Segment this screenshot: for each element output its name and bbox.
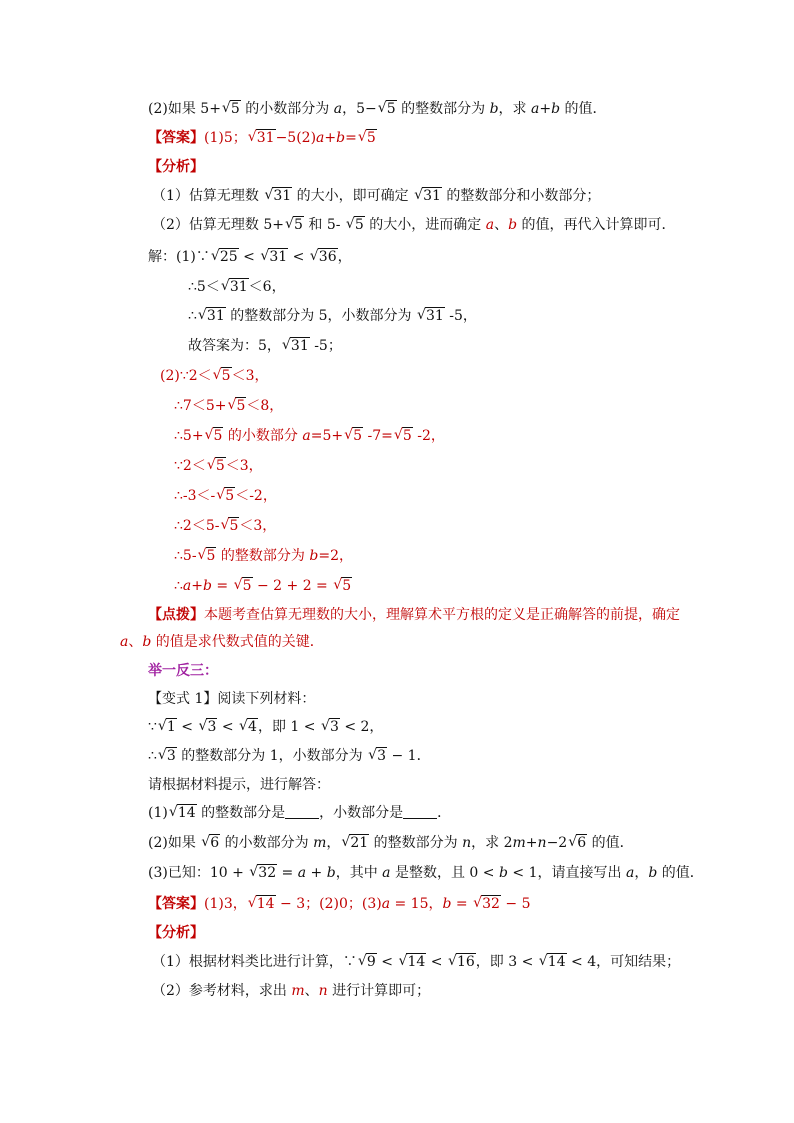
text: 本题考查估算无理数的大小，理解算术平方根的定义是正确解答的前提，确定 <box>204 607 680 623</box>
analysis2-line-2: （2）参考材料，求出 m、n 进行计算即可； <box>152 983 431 999</box>
sqrt-5: √ 5 <box>358 128 377 148</box>
sqrt-31: √ 31 <box>264 186 292 206</box>
solution-step-10: ∴2＜5-√ 5＜3， <box>174 516 276 536</box>
answer-tag: 【答案】 <box>148 130 204 146</box>
text: ，5− <box>342 101 377 117</box>
analysis-tag-2: 【分析】 <box>148 925 204 941</box>
var-a: a <box>333 101 343 117</box>
analysis2-line-1: （1）根据材料类比进行计算，∵√ 9 < √ 14 < √ 16，即 3 < √ 14 < 4，可知结果； <box>152 952 680 972</box>
variant-title: 【变式 1】阅读下列材料： <box>148 691 316 707</box>
question-2-line <box>148 99 607 119</box>
solution-step-9: ∴-3＜-√ 5＜-2， <box>174 486 277 506</box>
solution-step-5: (2)∵2＜√ 5＜3， <box>160 366 269 386</box>
variant-question-1: (1)√ 14 的整数部分是 ，小数部分是 ． <box>148 803 451 823</box>
var-expr: a+b= <box>316 130 357 146</box>
var-a-plus-b: a+b <box>531 101 561 117</box>
text: −5(2) <box>275 130 317 146</box>
sqrt-31: √ 31 <box>248 128 276 148</box>
text: (2)如果 5+ <box>148 101 221 117</box>
answer-line <box>148 128 377 148</box>
variant-question-2: (2)如果 √ 6 的小数部分为 m，√ 21 的整数部分为 n，求 2m+n−2√ 6 的值． <box>148 833 634 853</box>
solution-step-1: 解：(1)∵√ 25 < √ 31 < √ 36， <box>148 247 352 267</box>
answer-blank[interactable] <box>285 804 319 819</box>
tip-line-2: a、b 的值是求代数式值的关键． <box>120 634 324 650</box>
text: (1)5； <box>204 130 247 146</box>
solution-step-11: ∴5-√ 5 的整数部分为 b=2， <box>174 546 353 566</box>
solution-step-2: ∴5＜√ 31＜6， <box>188 277 286 297</box>
solution-step-4: 故答案为：5，√ 31 -5； <box>188 336 342 356</box>
solution-step-7: ∴5+√ 5 的小数部分 a=5+√ 5 -7=√ 5 -2， <box>174 426 445 446</box>
variant-question-3: (3)已知：10 + √ 32 = a + b，其中 a 是整数，且 0 < b < 1，请直接写出 a，b 的值． <box>148 863 704 883</box>
sqrt-5: √ 5 <box>285 215 304 235</box>
tip-line-1 <box>148 605 680 625</box>
prompt-line: 请根据材料提示，进行解答： <box>148 777 330 793</box>
tip-tag: 【点拨】 <box>148 607 204 623</box>
analysis-tag: 【分析】 <box>148 159 204 175</box>
material-line-1: ∵√ 1 < √ 3 < √ 4，即 1 < √ 3 < 2， <box>148 717 383 737</box>
var-b: b <box>489 101 499 117</box>
sqrt-5: √ 5 <box>378 99 397 119</box>
text: 的整数部分为 <box>396 101 490 117</box>
solution-step-12: ∴a+b = √ 5 − 2 + 2 = √ 5 <box>174 576 352 596</box>
sqrt-31: √ 31 <box>414 186 442 206</box>
analysis-line-1: （1）估算无理数 √ 31 的大小，即可确定 √ 31 的整数部分和小数部分； <box>152 186 600 206</box>
answer-line-2: 【答案】(1)3，√ 14 − 3；(2)0；(3)a = 15，b = √ 32 − 5 <box>148 894 530 914</box>
sqrt-5: √ 5 <box>346 215 365 235</box>
solution-step-6: ∴7＜5+√ 5＜8， <box>174 396 283 416</box>
analysis-line-2: （2）估算无理数 5+√ 5 和 5- √ 5 的大小，进而确定 a、b 的值，再代入计算即可． <box>152 215 676 235</box>
text: 的值． <box>560 101 607 117</box>
material-line-2: ∴√ 3 的整数部分为 1，小数部分为 √ 3 − 1． <box>148 746 431 766</box>
sqrt-5: √ 5 <box>222 99 241 119</box>
answer-blank[interactable] <box>403 804 437 819</box>
solution-step-3: ∴√ 31 的整数部分为 5，小数部分为 √ 31 -5， <box>188 306 477 326</box>
text: ，求 <box>498 101 531 117</box>
text: 的小数部分为 <box>240 101 334 117</box>
section-title: 举一反三： <box>148 663 218 679</box>
solution-step-8: ∵2＜√ 5＜3， <box>174 456 263 476</box>
